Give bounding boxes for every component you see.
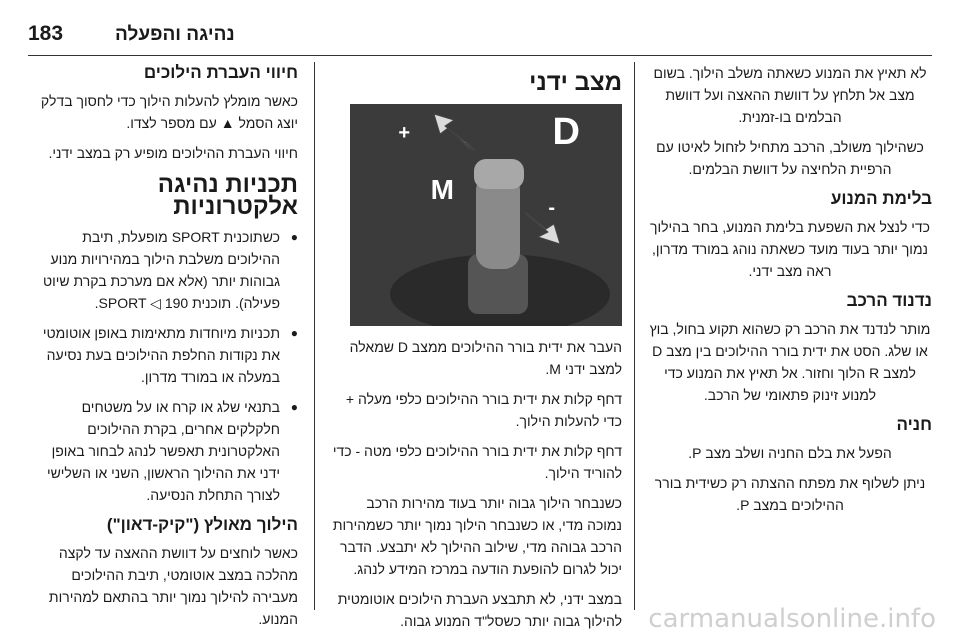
page-header bbox=[0, 0, 960, 52]
m-label: M bbox=[430, 174, 454, 205]
rocking-heading: נדנוד הרכב bbox=[846, 291, 932, 310]
page-number: 183 bbox=[28, 22, 64, 45]
rocking-text: מותר לנדנד את הרכב רק כשהוא תקוע בחול, בוץ או שלג. הסט את ידית בורר ההילוכים בין מצב D למצב R הלוך וחזור. אל תאיץ את המנוע כדי למנוע זינוק פתאומי של הרכב. bbox=[649, 321, 931, 403]
shift-indicator-text-1: כאשר מומלץ להעלות הילוך כדי לחסוך בדלק יוצג הסמל ▲ עם מספר לצדו. bbox=[40, 93, 298, 131]
manual-text-1: העבר את ידית בורר ההילוכים ממצב D שמאלה למצב ידני M. bbox=[349, 339, 622, 377]
manual-mode-heading: מצב ידני bbox=[529, 69, 622, 96]
parking-heading: חניה bbox=[896, 415, 932, 434]
intro-text: לא תאיץ את המנוע כשאתה משלב הילוך. בשום מצב אל תלחץ על דוושת ההאצה ועל דוושת הבלמים בו-זמנית. bbox=[653, 65, 927, 125]
shift-indicator-heading: חיווי העברת הילוכים bbox=[143, 63, 298, 82]
kickdown-text: כאשר לוחצים על דוושת ההאצה עד לקצה מהלכה במצב אוטומטי, תיבת ההילוכים מעבירה להילוך נמוך יותר בהתאם למהירות המנוע. bbox=[48, 545, 298, 627]
manual-text-5: במצב ידני, לא תתבצע העברת הילוכים אוטומטית להילוך גבוה יותר כשסל"ד המנוע גבוה. bbox=[337, 591, 622, 629]
manual-text-4: כשנבחר הילוך גבוה יותר בעוד מהירות הרכב נמוכה מדי, או כשנבחר הילוך נמוך יותר כשמהירות הרכב גבוהה מדי, שילוב ההילוך לא יתבצע. הדבר יכול לגרום להופעת הודעה במרכז המידע לנהג. bbox=[332, 495, 622, 577]
parking-text-2: ניתן לשלוף את מפתח ההצתה רק כשידית בורר ההילוכים במצב P. bbox=[654, 475, 926, 513]
middle-column bbox=[328, 62, 622, 640]
manual-text-2: דחף קלות את ידית בורר ההילוכים כלפי מעלה + כדי להעלות הילוך. bbox=[345, 391, 622, 429]
right-column bbox=[648, 62, 932, 524]
bullet-snow: ● בתנאי שלג או קרח או על משטחים חלקלקים אחרים, בקרת ההילוכים האלקטרונית תאפשר לנהג לבחור באופן ידני את ההילוך הראשון, השני או השלישי לצורך התחלת הנסיעה. bbox=[28, 396, 298, 506]
gear-selector-figure bbox=[350, 104, 622, 326]
engine-braking-heading: בלימת המנוע bbox=[830, 189, 932, 208]
bullet-sport: ● כשתוכנית SPORT מופעלת, תיבת ההילוכים משלבת הילוך במהירויות מנוע גבוהות יותר (אלא אם מערכת בקרת שיוט פעילה). תוכנית SPORT ◁ 190. bbox=[28, 226, 298, 314]
manual-text-3: דחף קלות את ידית בורר ההילוכים כלפי מטה - כדי להוריד הילוך. bbox=[332, 443, 622, 481]
engine-braking-text: כדי לנצל את השפעת בלימת המנוע, בחר בהילוך נמוך יותר בעוד מועד כשאתה נוהג במורד מדרון, ראה מצב ידני. bbox=[649, 219, 931, 279]
shift-indicator-text-2: חיווי העברת ההילוכים מופיע רק במצב ידני. bbox=[48, 145, 298, 161]
kickdown-heading: הילוך מאולץ ("קיק-דאון") bbox=[106, 515, 298, 534]
header-rule bbox=[28, 55, 932, 56]
electronic-programs-heading: תכניות נהיגה אלקטרוניות bbox=[157, 171, 298, 220]
minus-icon: - bbox=[548, 197, 555, 219]
column-divider-right bbox=[634, 62, 635, 610]
column-divider-left bbox=[314, 62, 315, 610]
parking-text-1: הפעל את בלם החניה ושלב מצב P. bbox=[688, 445, 892, 461]
d-label: D bbox=[552, 111, 580, 153]
creep-text: כשהילוך משולב, הרכב מתחיל לזחול לאיטו עם הרפיית הלחיצה על דוושת הבלמים. bbox=[656, 139, 924, 177]
left-column bbox=[28, 62, 298, 638]
plus-icon: + bbox=[398, 122, 410, 144]
gear-lever-illustration bbox=[350, 104, 622, 326]
section-title: נהיגה והפעלה bbox=[115, 24, 235, 45]
watermark: carmanualsonline.info bbox=[648, 604, 936, 634]
bullet-slope: ● תכניות מיוחדות מתאימות באופן אוטומטי את נקודות החלפת ההילוכים בעת נסיעה במעלה או במורד מדרון. bbox=[28, 322, 298, 388]
